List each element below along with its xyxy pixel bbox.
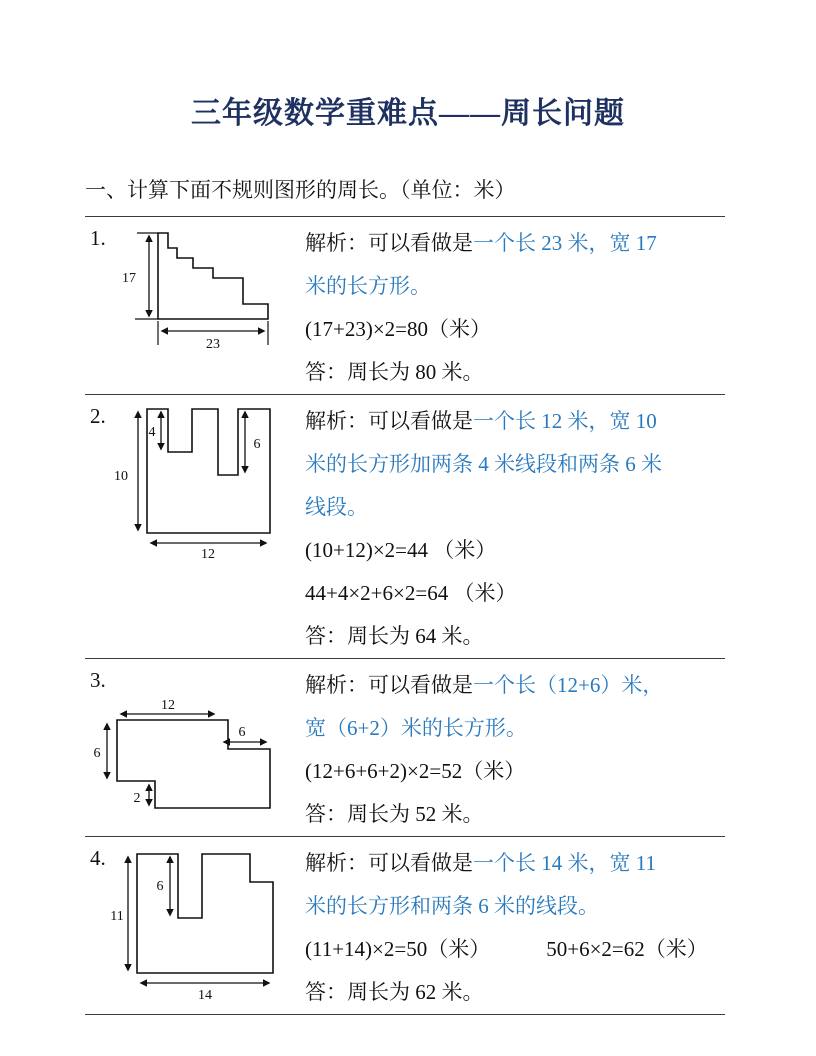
problem-row-3 [85,658,725,836]
notch-left-dim-label: 4 [148,425,156,440]
top-notch-step-outline [137,854,273,973]
solution-text: 解析：可以看做是 [305,409,473,433]
staircase-outline [158,233,268,319]
solution-line [305,222,725,265]
solution-highlight: 一个长 23 米，宽 17 [473,231,657,255]
problem-row-1 [85,216,725,394]
solution-formula: (17+23)×2=80（米） [305,317,492,341]
solution-line [305,842,725,885]
problem-3-figure-area [85,659,305,836]
problem-4-figure-area [85,837,305,1014]
solution-line [305,486,725,529]
solution-answer: 答：周长为 64 米。 [305,624,484,648]
figure-1-staircase [110,221,290,353]
bottom-dim-label: 12 [201,547,215,560]
solution-formula: (11+14)×2=50（米） 50+6×2=62（米） [305,937,708,961]
problem-2-figure-area [85,395,305,658]
solution-text: 解析：可以看做是 [305,673,473,697]
figure-2-double-notch [105,402,280,560]
problem-2-solution [305,395,725,658]
height-dim-label: 17 [122,271,136,286]
solution-text: 解析：可以看做是 [305,231,473,255]
solution-line [305,265,725,308]
solution-formula: 44+4×2+6×2=64 （米） [305,581,517,605]
problem-row-2 [85,394,725,658]
step-dim-label: 6 [238,725,246,740]
figure-4-top-notch-step [108,847,283,1005]
double-notch-outline [147,409,270,533]
left-dim-label: 6 [93,746,101,761]
problem-1-figure-area [85,217,305,394]
problem-row-4 [85,836,725,1015]
problem-2-number: 2. [90,404,106,428]
solution-highlight: 一个长 12 米，宽 10 [473,409,657,433]
solution-formula: (12+6+6+2)×2=52（米） [305,759,526,783]
solution-line [305,885,725,928]
solution-highlight: 米的长方形加两条 4 米线段和两条 6 米 [305,452,662,476]
solution-answer: 答：周长为 62 米。 [305,980,484,1004]
problem-3-solution [305,659,725,836]
width-dim-label: 23 [206,337,220,352]
top-dim-label: 12 [161,698,175,713]
solution-highlight: 宽（6+2）米的长方形。 [305,716,527,740]
bottom-dim-label: 14 [198,988,212,1003]
solution-line [305,400,725,443]
solution-answer: 答：周长为 52 米。 [305,802,484,826]
solution-highlight: 线段。 [305,495,368,519]
left-dim-label: 10 [114,469,128,484]
solution-line [305,707,725,750]
figure-3-z-step [90,696,280,816]
problems-table [85,216,725,1015]
problem-4-solution [305,837,725,1014]
notch-dim-label: 6 [156,879,164,894]
solution-highlight: 米的长方形。 [305,274,431,298]
problem-1-number: 1. [90,226,106,250]
section-heading: 一、计算下面不规则图形的周长。（单位：米） [85,178,516,202]
solution-highlight: 一个长 14 米，宽 11 [473,851,656,875]
problem-3-number: 3. [90,668,106,692]
problem-1-solution [305,217,725,394]
solution-text: 解析：可以看做是 [305,851,473,875]
bottom-step-dim-label: 2 [133,791,141,806]
solution-formula: (10+12)×2=44 （米） [305,538,497,562]
problem-4-number: 4. [90,846,106,870]
solution-line [305,443,725,486]
solution-highlight: 一个长（12+6）米， [473,673,664,697]
left-dim-label: 11 [110,909,124,924]
notch-right-dim-label: 6 [253,437,261,452]
page-title: 三年级数学重难点——周长问题 [191,97,625,130]
solution-answer: 答：周长为 80 米。 [305,360,484,384]
solution-line [305,664,725,707]
solution-highlight: 米的长方形和两条 6 米的线段。 [305,894,599,918]
